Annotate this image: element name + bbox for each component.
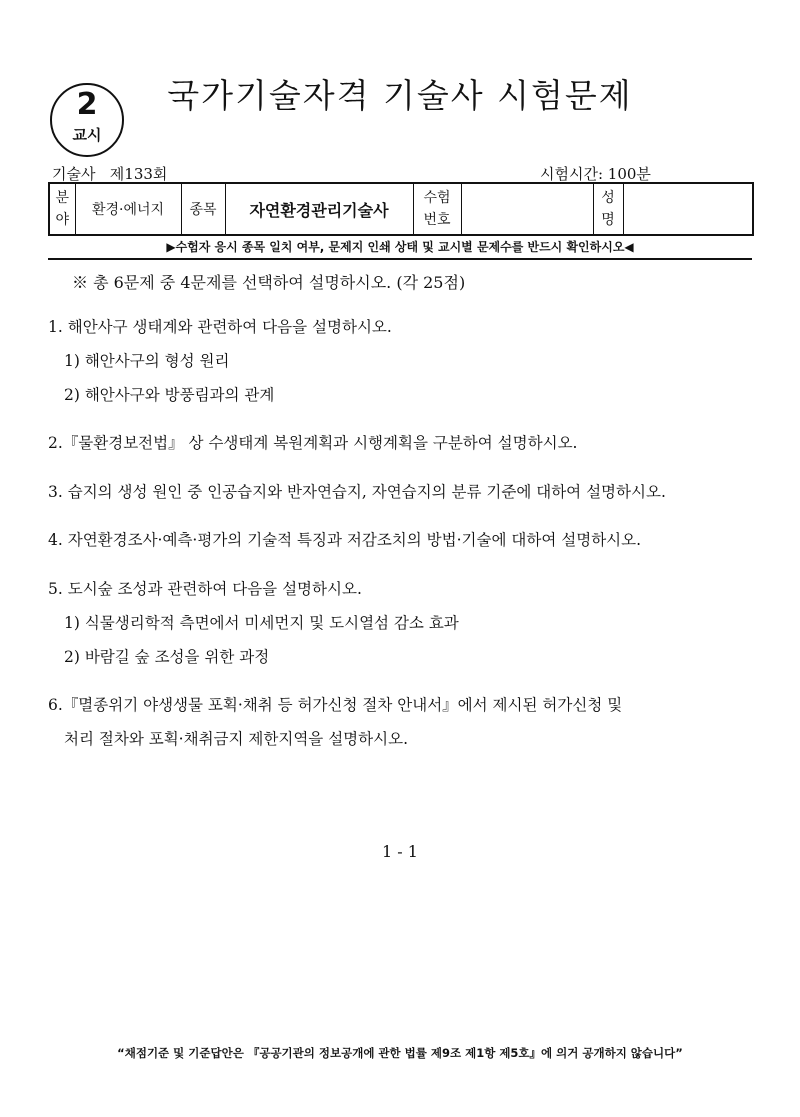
instruction-text: ※ 총 6문제 중 4문제를 선택하여 설명하시오. (각 25점) [72, 273, 466, 292]
divider [48, 258, 752, 260]
exam-type: 기술사 [52, 165, 96, 183]
question-2: 2.『물환경보전법』 상 수생태계 복원계획과 시행계획을 구분하여 설명하시오. [48, 434, 578, 452]
question-4: 4. 자연환경조사·예측·평가의 기술적 특징과 저감조치의 방법·기술에 대하여 설명하시오. [48, 531, 642, 549]
notice-bar: ▶수험자 응시 종목 일치 여부, 문제지 인쇄 상태 및 교시별 문제수를 반드시 확인하시오◀ [166, 240, 634, 254]
question-1-sub-1: 1) 해안사구의 형성 원리 [64, 352, 230, 370]
field-value: 환경·에너지 [75, 183, 181, 235]
exam-no-label-2: 번호 [423, 212, 451, 228]
question-1-sub-2: 2) 해안사구와 방풍림과의 관계 [64, 386, 275, 404]
field-label-cell [49, 183, 75, 235]
question-5: 5. 도시숲 조성과 관련하여 다음을 설명하시오. [48, 580, 362, 598]
question-6-continuation: 처리 절차와 포획·채취금지 제한지역을 설명하시오. [64, 730, 408, 748]
name-field[interactable] [623, 183, 753, 235]
page-number: 1 - 1 [382, 842, 418, 861]
subject-value: 자연환경관리기술사 [249, 200, 389, 220]
exam-no-label-cell [413, 183, 461, 235]
subject-value-cell [225, 183, 413, 235]
question-3: 3. 습지의 생성 원인 중 인공습지와 반자연습지, 자연습지의 분류 기준에 대하여 설명하시오. [48, 483, 666, 501]
name-label-cell [593, 183, 623, 235]
period-number: 2 [76, 87, 98, 122]
footer-disclaimer: “채점기준 및 기준답안은 『공공기관의 정보공개에 관한 법률 제9조 제1항 제5호』에 의거 공개하지 않습니다” [117, 1046, 683, 1060]
subject-label: 종목 [181, 183, 225, 235]
page-title: 국가기술자격 기술사 시험문제 [167, 76, 633, 115]
period-badge [50, 83, 124, 157]
period-label: 교시 [72, 126, 102, 144]
exam-meta-left [52, 163, 167, 184]
question-1: 1. 해안사구 생태계와 관련하여 다음을 설명하시오. [48, 318, 392, 336]
question-6: 6.『멸종위기 야생생물 포획·채취 등 허가신청 절차 안내서』에서 제시된 허가신청 및 [48, 696, 623, 714]
exam-time: 시험시간: 100분 [540, 165, 651, 183]
exam-no-field[interactable] [461, 183, 593, 235]
question-5-sub-2: 2) 바람길 숲 조성을 위한 과정 [64, 648, 270, 666]
name-label-1: 성 [601, 190, 615, 206]
field-label-1: 분 [55, 190, 70, 206]
exam-no-label-1: 수험 [423, 190, 451, 206]
question-5-sub-1: 1) 식물생리학적 측면에서 미세먼지 및 도시열섬 감소 효과 [64, 614, 459, 632]
exam-info-table [48, 182, 754, 236]
name-label-2: 명 [601, 212, 615, 228]
field-label-2: 야 [55, 212, 70, 228]
exam-round: 제133회 [109, 165, 168, 183]
